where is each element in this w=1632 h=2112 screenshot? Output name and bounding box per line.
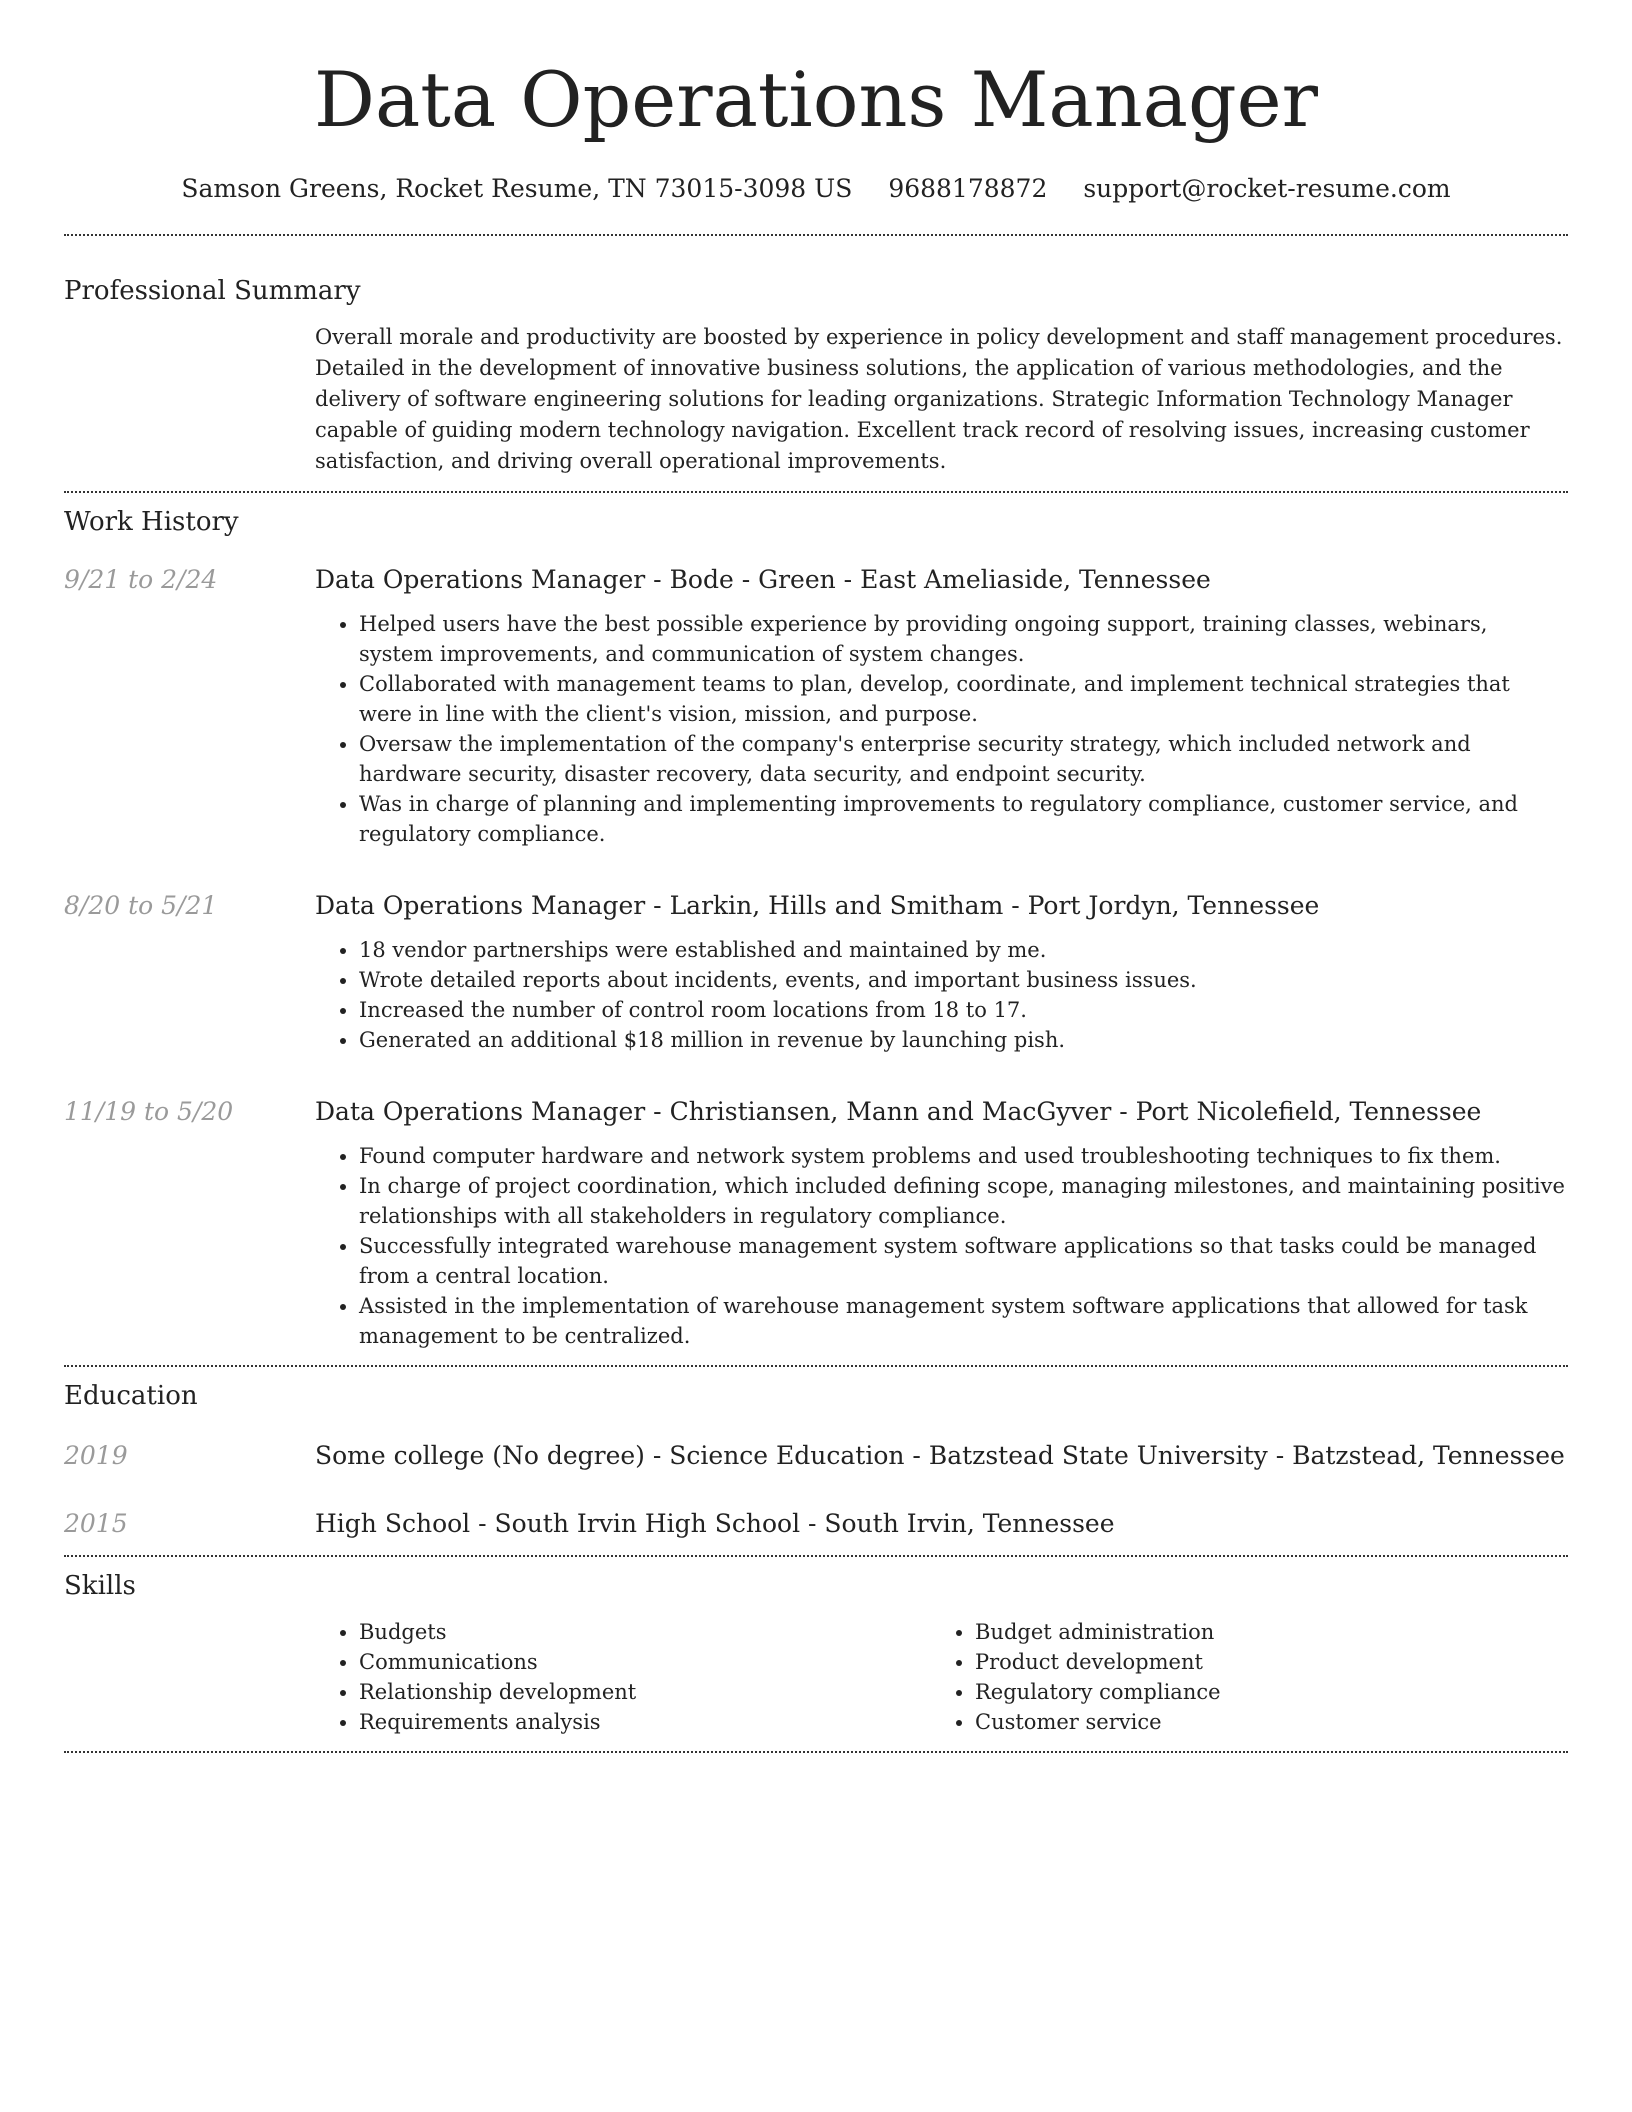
skill-item: • Requirements analysis [359,1707,931,1737]
skill-item: • Budgets [359,1617,931,1647]
job-bullet: • Successfully integrated warehouse management system software applications so that tasks could be managed from a central location. [359,1231,1568,1291]
job-body [315,1095,1568,1351]
professional-summary-section [64,236,1568,477]
job-bullet: • 18 vendor partnerships were established and maintained by me. [359,935,1568,965]
skill-item: • Customer service [975,1707,1547,1737]
skill-item: • Budget administration [975,1617,1547,1647]
section-title-education: Education [64,1381,198,1411]
job-bullet-list [315,609,1568,849]
section-title-work-history: Work History [64,507,239,537]
job-heading: Data Operations Manager - Larkin, Hills and Smitham - Port Jordyn, Tennessee [315,891,1320,920]
skills-grid [315,1617,1568,1737]
education-section [64,1367,1568,1555]
job-dates: 8/20 to 5/21 [64,891,218,920]
skills-section [64,1557,1568,1737]
job-entry [64,889,1568,1055]
resume-name: Data Operations Manager [314,55,1318,144]
job-body [315,889,1568,1055]
job-bullet-list [315,935,1568,1055]
job-bullet: • Assisted in the implementation of warehouse management system software applications that allowed for task management to be centralized. [359,1291,1568,1351]
education-heading: Some college (No degree) - Science Education - Batzstead State University - Batzstead, Tennessee [315,1441,1565,1470]
job-bullet: • Helped users have the best possible experience by providing ongoing support, training classes, webinars, system improvements, and communication of system changes. [359,609,1568,669]
summary-text: Overall morale and productivity are boosted by experience in policy development and staff management procedures. Detailed in the development of innovative business solutions, the application of various methodologies, and the delivery of software engineering solutions for leading organizations. Strategic Information Technology Manager capable of guiding modern technology navigation. Excellent track record of resolving issues, increasing customer satisfaction, and driving overall operational improvements. [315,325,1563,473]
section-title-summary: Professional Summary [64,276,361,306]
education-entry [64,1507,1568,1541]
skill-item: • Relationship development [359,1677,931,1707]
job-bullet: • Oversaw the implementation of the company's enterprise security strategy, which included network and hardware security, disaster recovery, data security, and endpoint security. [359,729,1568,789]
education-year: 2019 [64,1441,128,1470]
contact-line [64,172,1568,206]
job-bullet: • Generated an additional $18 million in revenue by launching pish. [359,1025,1568,1055]
skill-item: • Communications [359,1647,931,1677]
section-divider [64,1751,1568,1753]
job-bullet: • In charge of project coordination, which included defining scope, managing milestones, and maintaining positive relationships with all stakeholders in regulatory compliance. [359,1171,1568,1231]
education-heading: High School - South Irvin High School - South Irvin, Tennessee [315,1509,1115,1538]
job-bullet: • Found computer hardware and network system problems and used troubleshooting techniques to fix them. [359,1141,1568,1171]
skill-item: • Regulatory compliance [975,1677,1547,1707]
job-heading: Data Operations Manager - Christiansen, Mann and MacGyver - Port Nicolefield, Tennessee [315,1097,1482,1126]
resume-header [64,0,1568,206]
skills-list-right [931,1617,1547,1737]
work-history-section [64,493,1568,1351]
job-body [315,563,1568,849]
education-year: 2015 [64,1509,128,1538]
section-title-skills: Skills [64,1571,136,1601]
contact-phone: 9688178872 [888,174,1048,203]
skills-list-left [315,1617,931,1737]
job-entry [64,563,1568,849]
job-bullet-list [315,1141,1568,1351]
job-bullet: • Collaborated with management teams to plan, develop, coordinate, and implement technical strategies that were in line with the client's vision, mission, and purpose. [359,669,1568,729]
job-dates: 11/19 to 5/20 [64,1097,234,1126]
contact-email: support@rocket-resume.com [1083,174,1451,203]
job-entry [64,1095,1568,1351]
education-entry [64,1439,1568,1473]
job-bullet: • Increased the number of control room locations from 18 to 17. [359,995,1568,1025]
job-dates: 9/21 to 2/24 [64,565,218,594]
job-bullet: • Was in charge of planning and implementing improvements to regulatory compliance, customer service, and regulatory compliance. [359,789,1568,849]
contact-address: Samson Greens, Rocket Resume, TN 73015-3098 US [181,174,853,203]
skill-item: • Product development [975,1647,1547,1677]
job-heading: Data Operations Manager - Bode - Green - East Ameliaside, Tennessee [315,565,1211,594]
job-bullet: • Wrote detailed reports about incidents, events, and important business issues. [359,965,1568,995]
